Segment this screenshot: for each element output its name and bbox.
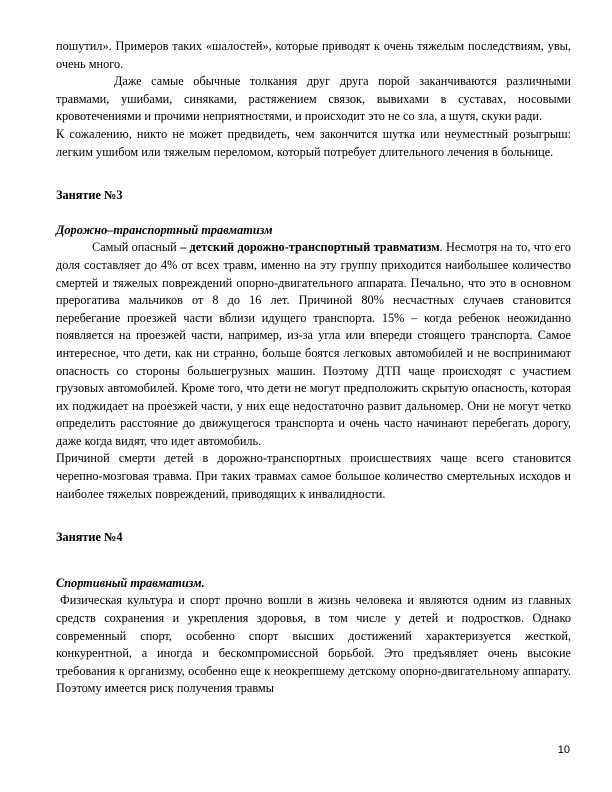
lesson-3-paragraph-1-emphasis: – детский дорожно-транспортный травматизм — [180, 240, 440, 255]
lesson-3-paragraph-2: Причиной смерти детей в дорожно-транспортных происшествиях чаще всего становится черепно-мозговая травма. При таких травмах самое большое количество смертельных исходов и наиболее тяжелых повреждений, приводящих к инвалидности. — [56, 451, 571, 501]
lesson-4-paragraph-1: Физическая культура и спорт прочно вошли в жизнь человека и являются одним из главных средств сохранения и укрепления здоровья, в том числе у детей и подростков. Однако современный спорт, особенно спорт высших достижений характеризуется жесткой, конкурентной, а иногда и бескомпромиссной борьбой. Это предъявляет очень высокие требования к организму, особенно еще к неокрепшему детскому опорно-двигательному аппарату. Поэтому имеется риск получения травмы — [56, 593, 571, 696]
lesson-3-paragraph-1 — [56, 239, 571, 450]
intro-paragraph-2: Даже самые обычные толкания друг друга порой заканчиваются различными травмами, ушибами, синяками, растяжением связок, вывихами в суставах, носовыми кровотечениями и прочими неприятностями, и происходит это не со зла, а шутя, скуки ради. — [56, 74, 571, 124]
lesson-3-title: Занятие №3 — [56, 188, 123, 203]
intro-paragraph-3: К сожалению, никто не может предвидеть, чем закончится шутка или неуместный розыгрыш: легким ушибом или тяжелым переломом, который потребует длительного лечения в больнице. — [56, 126, 571, 159]
document-page — [56, 38, 571, 698]
lesson-3-paragraph-1-body: . Несмотря на то, что его доля составляет до 4% от всех травм, именно на эту группу приходится наибольшее количество смертей и тяжелых повреждений опорно-двигательного аппарата. Печально, что это в основном прерогатива мальчиков от 8 до 16 лет. Причиной 80% несчастных случаев становится перебегание проезжей части вблизи идущего транспорта. 15% – когда ребенок неожиданно появляется на проезжей части, например, из-за угла или впереди стоящего транспорта. Самое интересное, что дети, как ни странно, больше боятся легковых автомобилей и не воспринимают опасность со стороны большегрузных машин. Поэтому ДТП чаще происходят с участием грузовых автомобилей. Кроме того, что дети не могут предположить скрытую опасность, которая их поджидает на проезжей части, у них еще недостаточно развит дальномер. Они не могут четко определить расстояние до движущегося транспорта и очень часто начинают перебегать дорогу, даже когда видят, что идет автомобиль. — [56, 240, 571, 448]
lesson-4-title: Занятие №4 — [56, 530, 123, 545]
lesson-4-subtitle: Спортивный травматизм. — [56, 575, 205, 590]
intro-paragraph-1: пошутил». Примеров таких «шалостей», которые приводят к очень тяжелым последствиям, увы, очень много. — [56, 39, 571, 71]
page-number: 10 — [557, 744, 570, 756]
lesson-3-paragraph-1-lead: Самый опасный — [92, 240, 181, 255]
lesson-3-subtitle: Дорожно–транспортный травматизм — [56, 222, 273, 237]
